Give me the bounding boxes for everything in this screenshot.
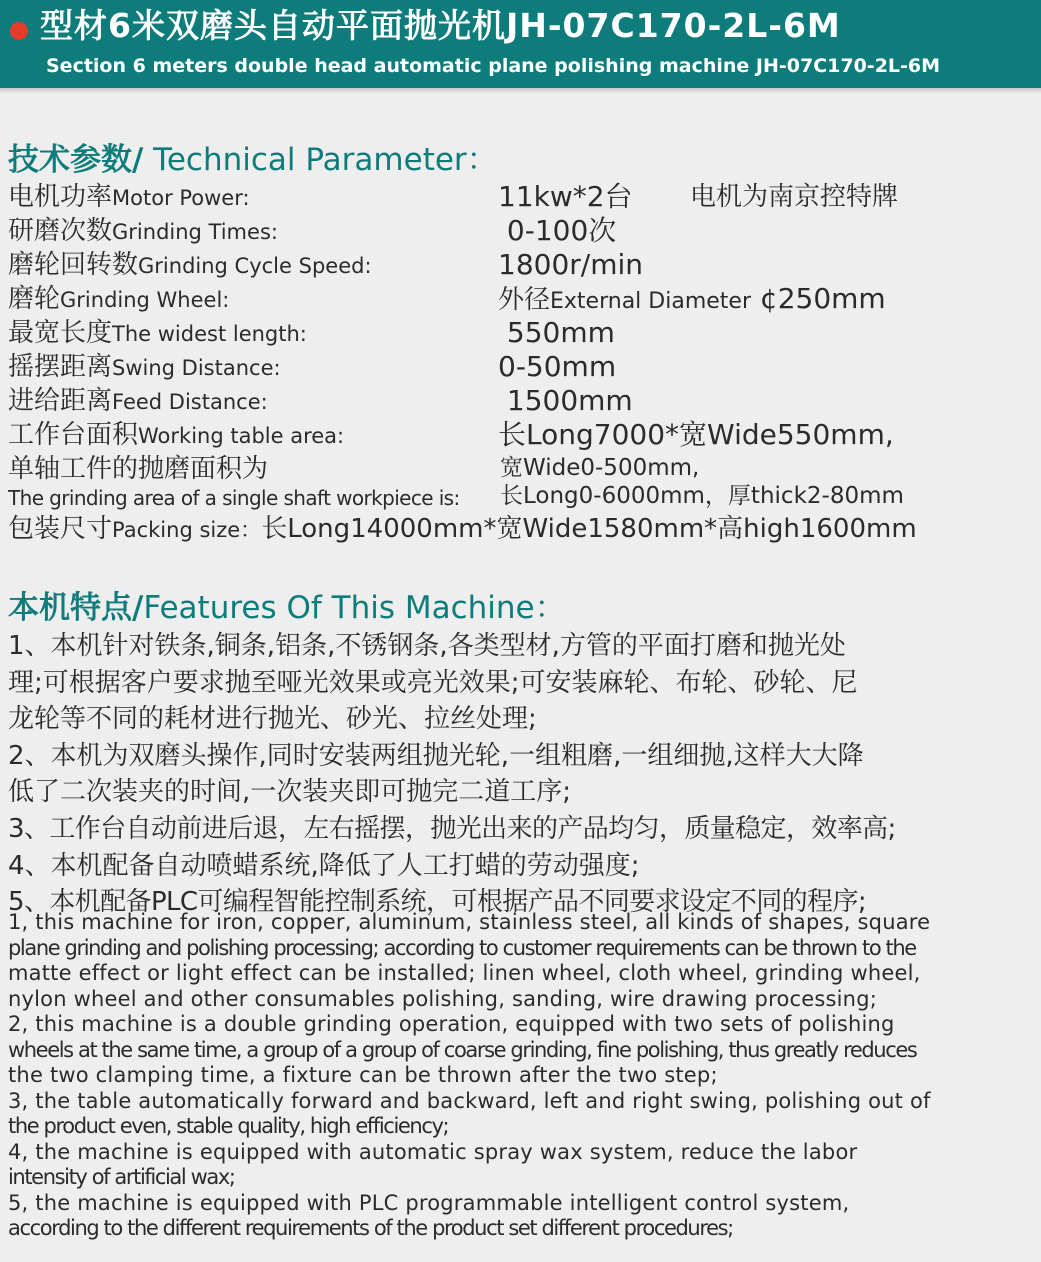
param-label-en: Swing Distance: [112,356,281,380]
param-label [8,282,229,317]
param-label [8,180,250,215]
param-row-widest-length [0,316,1041,350]
param-label [8,418,344,453]
param-value: 550mm [498,316,615,349]
features-heading-cn: 本机特点/ [8,590,144,626]
single-shaft-value-1: 宽Wide0-500mm, [500,455,700,481]
feature-en-line: 2, this machine is a double grinding operation, equipped with two sets of polishing [8,1012,895,1036]
packing-label-en: Packing size： [112,518,262,542]
param-value-text: 11kw*2台 [498,180,633,213]
param-row-grinding-wheel [0,282,1041,316]
param-value-cn: 外径 [498,285,551,315]
param-label [8,248,372,283]
param-label [8,350,281,385]
param-label-en: The widest length: [112,322,307,346]
param-label-en: Grinding Times: [112,220,278,244]
param-value [498,180,899,214]
param-label-cn: 最宽长度 [8,318,113,348]
param-label-en: Grinding Cycle Speed: [138,254,372,278]
feature-en-line: wheels at the same time, a group of a group of coarse grinding, fine polishing, thus greatly reduces [8,1037,917,1062]
technical-heading-cn: 技术参数/ [8,142,144,178]
feature-cn-line: 3、工作台自动前进后退，左右摇摆，抛光出来的产品均匀，质量稳定，效率高; [8,813,896,844]
param-row-cycle-speed [0,248,1041,282]
feature-cn-line: 5、本机配备PLC可编程智能控制系统，可根据产品不同要求设定不同的程序; [8,887,867,918]
feature-en-line: 1, this machine for iron, copper, aluminum, stainless steel, all kinds of shapes, square [8,910,931,934]
technical-heading-en: Technical Parameter： [143,142,498,178]
param-note: 电机为南京控特牌 [690,182,899,212]
single-shaft-label-en: The grinding area of a single shaft workpiece is: [8,486,460,510]
feature-cn-line: 理;可根据客户要求抛至哑光效果或亮光效果;可安装麻轮、布轮、砂轮、尼 [8,667,858,698]
param-value: 0-100次 [498,214,617,247]
single-shaft-value-2: 长Long0-6000mm，厚thick2-80mm [500,483,904,509]
param-value: 长Long7000*宽Wide550mm, [498,418,894,451]
feature-en-line: the two clamping time, a fixture can be thrown after the two step; [8,1063,718,1087]
packing-size [8,512,917,547]
red-dot-icon [10,22,28,40]
feature-en-line: nylon wheel and other consumables polishing, sanding, wire drawing processing; [8,986,878,1011]
param-label-en: Working table area: [138,424,345,448]
param-value-text: ¢250mm [751,282,886,315]
param-row-working-table [0,418,1041,452]
title-cn: 型材6米双磨头自动平面抛光机JH-07C170-2L-6M [40,6,841,45]
param-label-cn: 磨轮 [8,284,61,314]
feature-cn-line: 低了二次装夹的时间,一次装夹即可抛完二道工序; [8,777,572,808]
header-divider [0,88,1041,94]
feature-en-line: 3, the table automatically forward and backward, left and right swing, polishing out of [8,1088,931,1113]
param-row-swing-distance [0,350,1041,384]
param-label-cn: 进给距离 [8,386,113,416]
param-value: 0-50mm [498,350,617,383]
header-banner [0,0,1041,88]
param-row-motor-power [0,180,1041,214]
param-label-cn: 研磨次数 [8,216,113,246]
param-label [8,384,268,419]
param-label-en: Feed Distance: [112,390,268,414]
feature-cn-line: 2、本机为双磨头操作,同时安装两组抛光轮,一组粗磨,一组细抛,这样大大降 [8,740,864,771]
feature-en-line: intensity of artificial wax; [8,1165,235,1189]
features-heading [8,588,566,628]
feature-en-line: 4, the machine is equipped with automatic spray wax system, reduce the labor [8,1139,858,1164]
param-value: 1800r/min [498,248,644,281]
param-label [8,316,307,351]
packing-value: 长Long14000mm*宽Wide1580mm*高high1600mm [261,514,917,544]
param-row-grinding-times [0,214,1041,248]
param-value [498,282,886,319]
title-en: Section 6 meters double head automatic plane polishing machine JH-07C170-2L-6M [46,55,941,77]
feature-en-line: matte effect or light effect can be installed; linen wheel, cloth wheel, grinding wheel, [8,961,921,985]
param-label-cn: 摇摆距离 [8,352,113,382]
param-label-en: Motor Power: [112,186,250,210]
feature-en-line: the product even, stable quality, high efficiency; [8,1114,449,1138]
feature-en-line: 5, the machine is equipped with PLC programmable intelligent control system, [8,1190,850,1215]
param-label-cn: 电机功率 [8,182,113,212]
packing-label-cn: 包装尺寸 [8,514,113,544]
feature-en-line: according to the different requirements of the product set different procedures; [8,1216,733,1240]
param-value: 1500mm [498,384,633,417]
param-row-feed-distance [0,384,1041,418]
feature-cn-line: 1、本机针对铁条,铜条,铝条,不锈钢条,各类型材,方管的平面打磨和抛光处 [8,631,846,661]
technical-heading [8,140,498,180]
param-label [8,214,278,249]
features-en-list [8,910,1038,1242]
single-shaft-label-cn: 单轴工件的抛磨面积为 [8,454,269,484]
features-heading-en: Features Of This Machine： [143,590,566,626]
features-cn-list [8,628,1038,921]
feature-cn-line: 龙轮等不同的耗材进行抛光、砂光、拉丝处理; [8,704,537,735]
param-label-en: Grinding Wheel: [60,288,230,312]
param-value-en: External Diameter [550,289,751,314]
param-label-cn: 工作台面积 [8,420,139,450]
feature-cn-line: 4、本机配备自动喷蜡系统,降低了人工打蜡的劳动强度; [8,850,640,881]
feature-en-line: plane grinding and polishing processing; according to customer requirements can be thrown to the [8,935,916,960]
param-label-cn: 磨轮回转数 [8,250,139,280]
